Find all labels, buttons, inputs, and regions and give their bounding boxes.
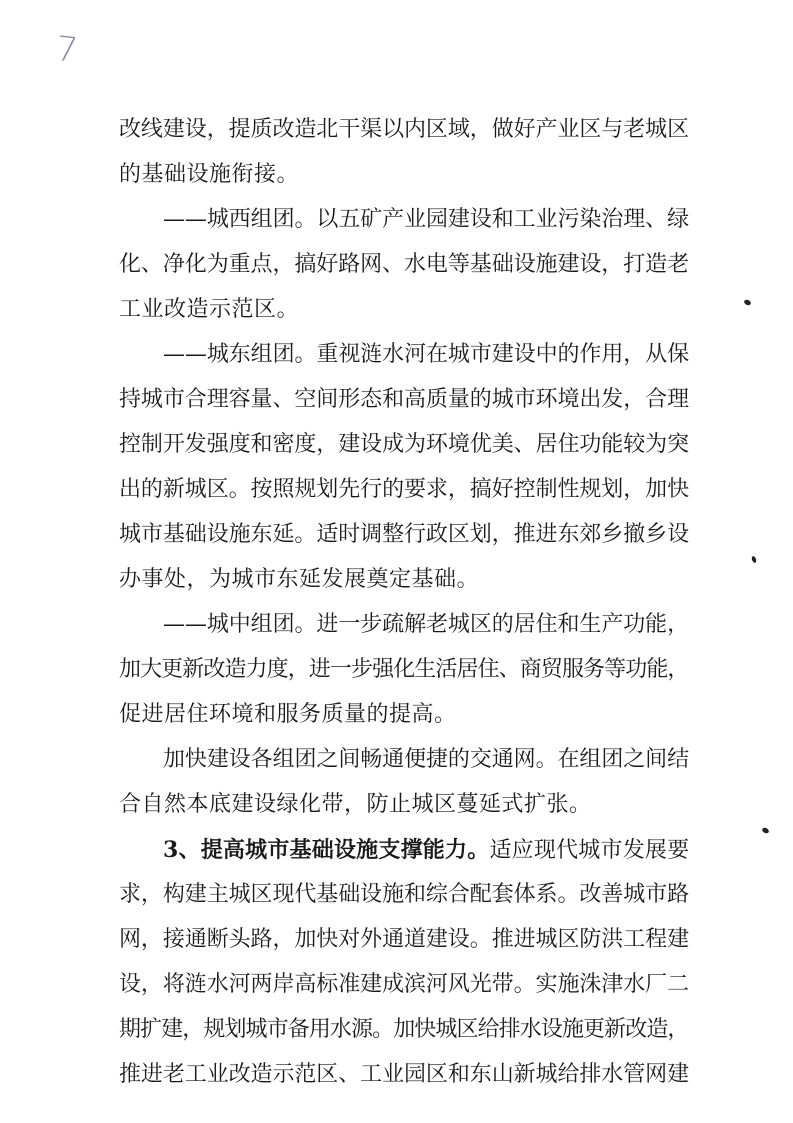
body-line: 求，构建主城区现代基础设施和综合配套体系。改善城市路 — [119, 882, 690, 907]
body-line: ——城中组团。进一步疏解老城区的居住和生产功能， — [163, 612, 690, 637]
body-line: 工业改造示范区。 — [119, 297, 300, 322]
body-line: 办事处，为城市东延发展奠定基础。 — [119, 567, 480, 592]
body-line: 加大更新改造力度，进一步强化生活居住、商贸服务等功能， — [119, 657, 689, 682]
section-heading-line — [163, 833, 689, 867]
body-line: 改线建设，提质改造北干渠以内区域，做好产业区与老城区 — [119, 117, 690, 142]
scan-speck — [761, 827, 770, 835]
body-text: 适应现代城市发展要 — [489, 838, 690, 863]
body-line: 持城市合理容量、空间形态和高质量的城市环境出发，合理 — [119, 387, 690, 412]
body-line: 控制开发强度和密度，建设成为环境优美、居住功能较为突 — [119, 432, 690, 457]
body-line: 的基础设施衔接。 — [119, 162, 300, 187]
body-line: ——城西组团。以五矿产业园建设和工业污染治理、绿 — [163, 207, 690, 232]
body-line: 期扩建，规划城市备用水源。加快城区给排水设施更新改造， — [119, 1017, 689, 1042]
body-line: ——城东组团。重视涟水河在城市建设中的作用，从保 — [163, 342, 690, 367]
body-line: 推进老工业改造示范区、工业园区和东山新城给排水管网建 — [119, 1062, 690, 1087]
body-line: 网，接通断头路，加快对外通道建设。推进城区防洪工程建 — [119, 927, 690, 952]
handwritten-page-mark: 7 — [53, 28, 80, 72]
scan-speck — [743, 299, 751, 306]
section-heading: 3、提高城市基础设施支撑能力。 — [163, 837, 490, 863]
body-line: 加快建设各组团之间畅通便捷的交通网。在组团之间结 — [163, 747, 690, 772]
scan-speck — [751, 556, 757, 564]
body-line: 出的新城区。按照规划先行的要求，搞好控制性规划，加快 — [119, 477, 690, 502]
body-line: 城市基础设施东延。适时调整行政区划，推进东郊乡撤乡设 — [119, 522, 690, 547]
body-line: 促进居住环境和服务质量的提高。 — [119, 702, 457, 727]
body-line: 设，将涟水河两岸高标准建成滨河风光带。实施洙津水厂二 — [119, 972, 690, 997]
body-line: 化、净化为重点，搞好路网、水电等基础设施建设，打造老 — [119, 252, 690, 277]
body-line: 合自然本底建设绿化带，防止城区蔓延式扩张。 — [119, 792, 592, 817]
